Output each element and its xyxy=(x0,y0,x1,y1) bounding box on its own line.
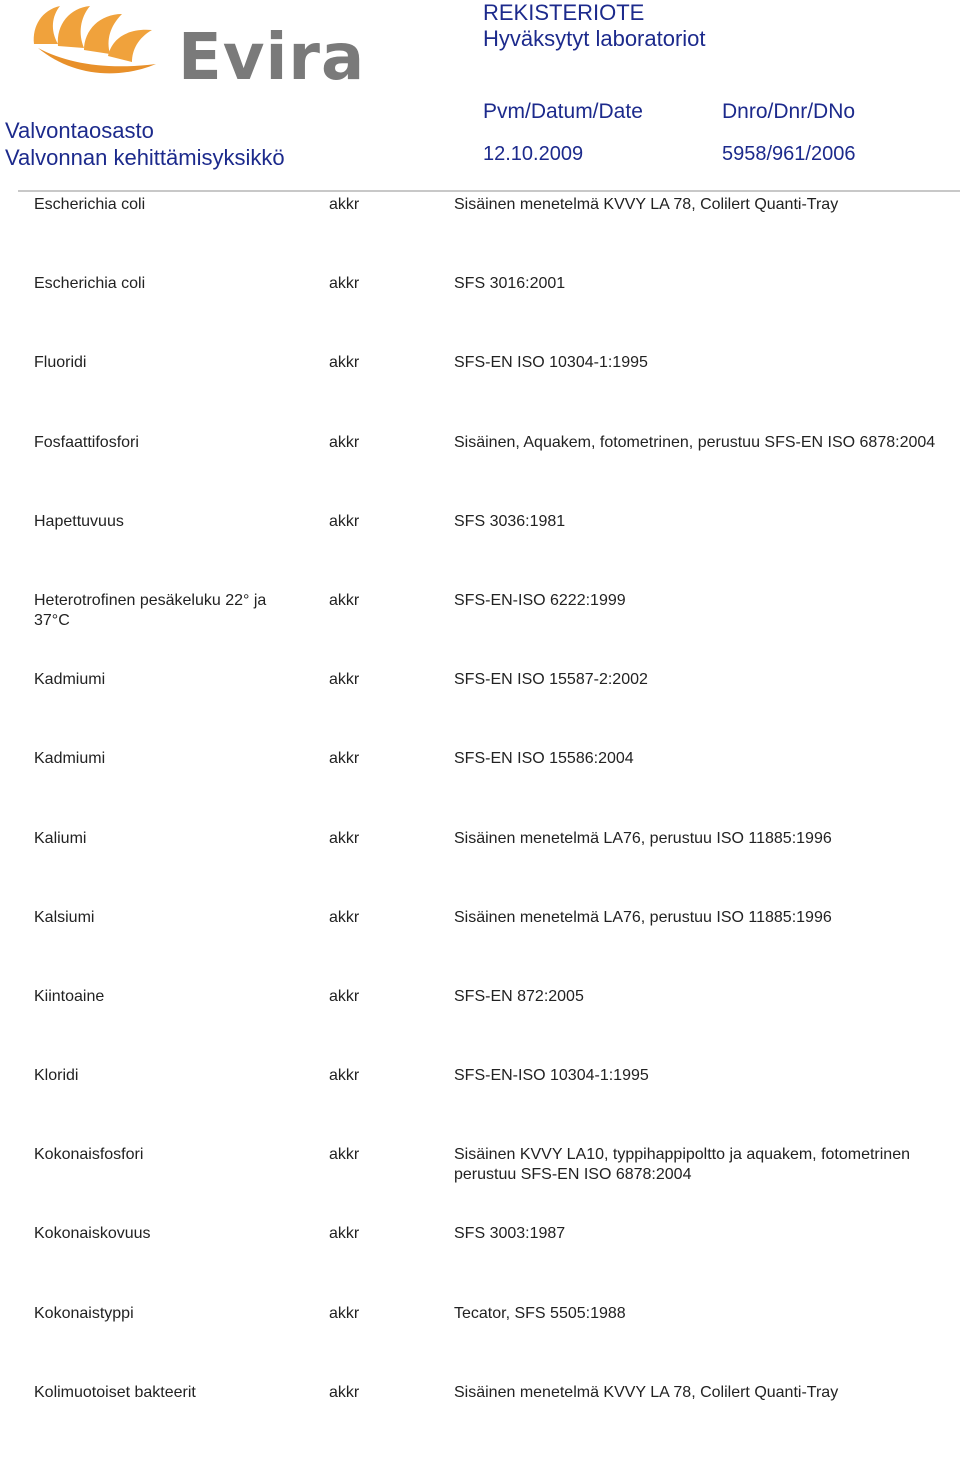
document-number: 5958/961/2006 xyxy=(722,143,856,165)
table-row xyxy=(0,1222,960,1301)
table-row xyxy=(0,272,960,351)
header-divider xyxy=(18,190,960,192)
method-description: SFS 3003:1987 xyxy=(454,1225,566,1243)
logo-wordmark: Evira xyxy=(178,21,366,95)
accreditation-status: akkr xyxy=(329,829,360,847)
accreditation-status: akkr xyxy=(329,1225,360,1243)
table-row xyxy=(0,747,960,826)
method-description: SFS-EN ISO 15586:2004 xyxy=(454,750,634,768)
accreditation-status: akkr xyxy=(329,433,360,451)
accreditation-status: akkr xyxy=(329,671,360,689)
table-row xyxy=(0,1143,960,1222)
accreditation-status: akkr xyxy=(329,196,360,213)
analyte-name: Kokonaisfosfori xyxy=(34,1146,144,1164)
analyte-name: Heterotrofinen pesäkeluku 22° ja 37°C xyxy=(34,591,267,629)
analyte-name: Kolimuotoiset bakteerit xyxy=(34,1383,196,1401)
analyte-name: Hapettuvuus xyxy=(34,512,124,530)
document-title: REKISTERIOTE xyxy=(483,0,645,25)
method-description: Sisäinen menetelmä KVVY LA 78, Colilert Quanti-Tray xyxy=(454,1383,839,1401)
analyte-name: Kloridi xyxy=(34,1067,79,1085)
analyte-name: Kadmiumi xyxy=(34,671,106,689)
method-description: SFS-EN-ISO 6222:1999 xyxy=(454,591,626,609)
table-row xyxy=(0,351,960,430)
register-table xyxy=(0,193,960,1460)
analyte-name: Escherichia coli xyxy=(34,196,146,213)
analyte-name: Fosfaattifosfori xyxy=(34,433,139,451)
accreditation-status: akkr xyxy=(329,1146,360,1164)
analyte-name: Kokonaiskovuus xyxy=(34,1225,151,1243)
method-description: SFS-EN ISO 10304-1:1995 xyxy=(454,354,648,372)
analyte-name: Escherichia coli xyxy=(34,275,146,293)
table-row xyxy=(0,1064,960,1143)
table-row xyxy=(0,193,960,272)
accreditation-status: akkr xyxy=(329,750,360,768)
method-description: SFS-EN-ISO 10304-1:1995 xyxy=(454,1067,649,1085)
table-row xyxy=(0,510,960,589)
table-row xyxy=(0,1302,960,1381)
analyte-name: Kalsiumi xyxy=(34,908,95,926)
table-row xyxy=(0,668,960,747)
dnro-label: Dnro/Dnr/DNo xyxy=(722,100,856,123)
method-description: Sisäinen menetelmä LA76, perustuu ISO 11885:1996 xyxy=(454,908,832,926)
accreditation-status: akkr xyxy=(329,275,360,293)
evira-logo xyxy=(28,4,366,95)
method-description: Tecator, SFS 5505:1988 xyxy=(454,1304,626,1322)
method-description: Sisäinen menetelmä LA76, perustuu ISO 11885:1996 xyxy=(454,829,832,847)
table-row xyxy=(0,1381,960,1460)
document-date: 12.10.2009 xyxy=(483,143,584,165)
table-row xyxy=(0,985,960,1064)
accreditation-status: akkr xyxy=(329,1067,360,1085)
method-description: Sisäinen, Aquakem, fotometrinen, perustuu SFS-EN ISO 6878:2004 xyxy=(454,433,936,451)
analyte-name: Fluoridi xyxy=(34,354,87,372)
date-label: Pvm/Datum/Date xyxy=(483,100,643,123)
table-row xyxy=(0,589,960,668)
table-row xyxy=(0,827,960,906)
analyte-name: Kaliumi xyxy=(34,829,87,847)
method-description: SFS-EN 872:2005 xyxy=(454,987,584,1005)
accreditation-status: akkr xyxy=(329,1304,360,1322)
leaf-logo-icon xyxy=(28,4,168,88)
analyte-name: Kiintoaine xyxy=(34,987,105,1005)
method-description: Sisäinen menetelmä KVVY LA 78, Colilert Quanti-Tray xyxy=(454,196,839,213)
accreditation-status: akkr xyxy=(329,1383,360,1401)
department-name: Valvontaosasto xyxy=(5,118,154,143)
method-description: Sisäinen KVVY LA10, typpihappipoltto ja aquakem, fotometrinen perustuu SFS-EN ISO 6878:2004 xyxy=(454,1146,910,1184)
method-description: SFS-EN ISO 15587-2:2002 xyxy=(454,671,648,689)
accreditation-status: akkr xyxy=(329,987,360,1005)
document-subtitle: Hyväksytyt laboratoriot xyxy=(483,26,706,51)
accreditation-status: akkr xyxy=(329,512,360,530)
table-row xyxy=(0,906,960,985)
analyte-name: Kokonaistyppi xyxy=(34,1304,134,1322)
accreditation-status: akkr xyxy=(329,908,360,926)
accreditation-status: akkr xyxy=(329,354,360,372)
method-description: SFS 3016:2001 xyxy=(454,275,566,293)
method-description: SFS 3036:1981 xyxy=(454,512,566,530)
analyte-name: Kadmiumi xyxy=(34,750,106,768)
table-row xyxy=(0,431,960,510)
accreditation-status: akkr xyxy=(329,591,360,609)
unit-name: Valvonnan kehittämisyksikkö xyxy=(5,145,285,170)
